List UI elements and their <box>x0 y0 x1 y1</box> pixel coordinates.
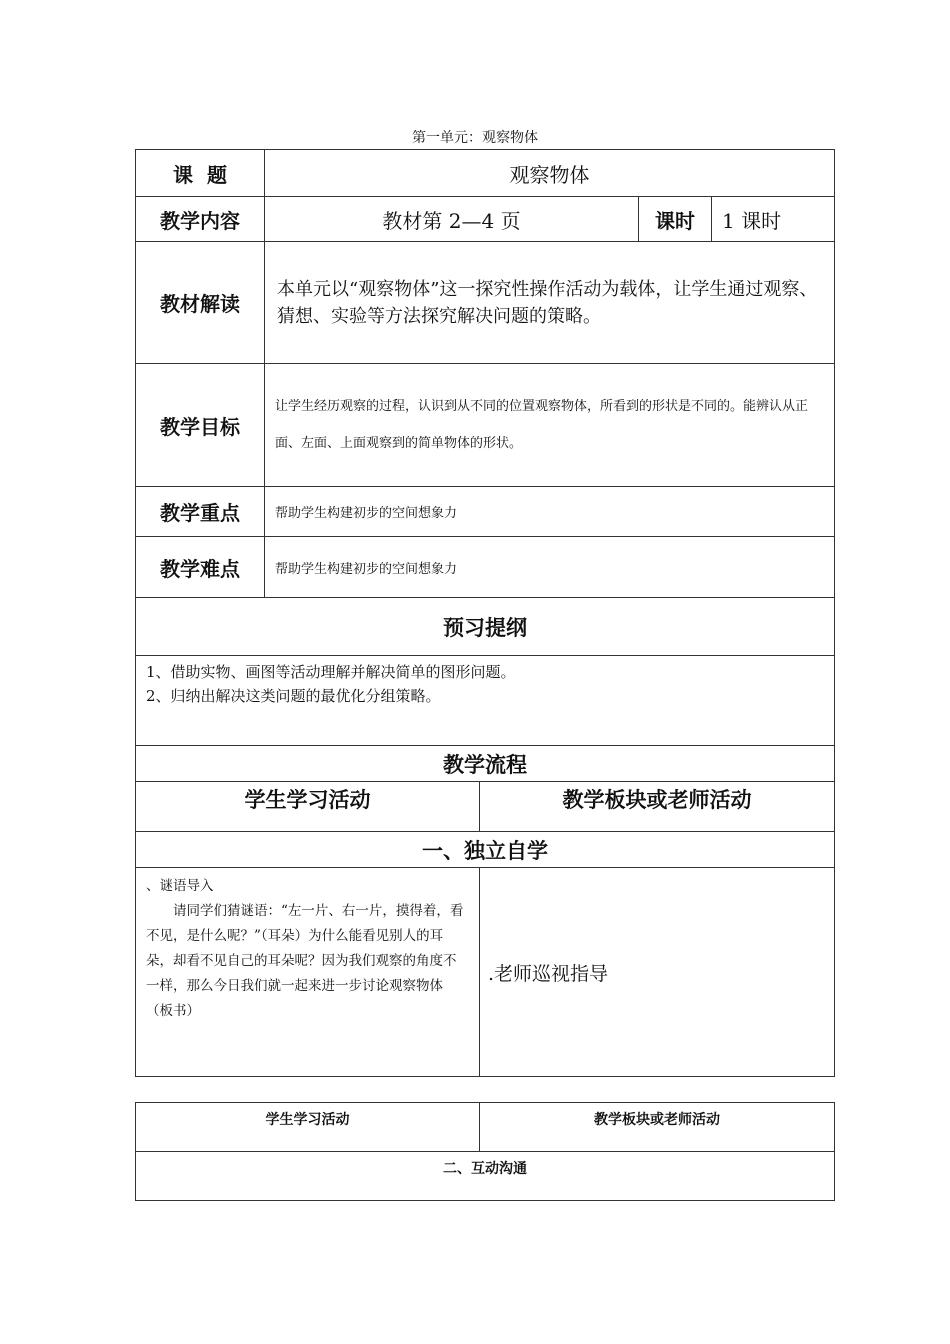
teacher-activity-header-2: 教学板块或老师活动 <box>480 1103 835 1152</box>
difficulty-label: 教学难点 <box>136 537 265 598</box>
interaction-table <box>135 1102 835 1201</box>
goal-value: 让学生经历观察的过程，认识到从不同的位置观察物体，所看到的形状是不同的。能辨认从正面、左面、上面观察到的简单物体的形状。 <box>265 364 835 487</box>
hours-value: 1 课时 <box>712 197 835 242</box>
flow-heading: 教学流程 <box>136 746 835 782</box>
topic-label: 课 题 <box>136 150 265 197</box>
goal-label: 教学目标 <box>136 364 265 487</box>
difficulty-value: 帮助学生构建初步的空间想象力 <box>265 537 835 598</box>
section-independent-study: 一、独立自学 <box>136 832 835 868</box>
riddle-text: 请同学们猜谜语：“左一片、右一片，摸得着，看不见，是什么呢？”（耳朵）为什么能看见别人的耳朵，却看不见自己的耳朵呢？因为我们观察的角度不一样，那么今日我们就一起来进一步讨论观察物体（板书） <box>146 903 464 1019</box>
key-point-value: 帮助学生构建初步的空间想象力 <box>265 487 835 537</box>
section-interaction: 二、互动沟通 <box>136 1152 835 1201</box>
preview-item: 1、借助实物、画图等活动理解并解决简单的图形问题。 <box>146 663 516 681</box>
hours-label: 课时 <box>639 197 712 242</box>
key-point-label: 教学重点 <box>136 487 265 537</box>
unit-title: 第一单元：观察物体 <box>412 130 538 146</box>
student-activity-header-2: 学生学习活动 <box>136 1103 480 1152</box>
riddle-title: 、谜语导入 <box>146 878 214 894</box>
preview-list <box>136 656 835 746</box>
topic-value: 观察物体 <box>265 150 835 197</box>
lesson-plan-table <box>135 149 835 1077</box>
preview-item: 2、归纳出解决这类问题的最优化分组策略。 <box>146 687 441 705</box>
teacher-activity-header: 教学板块或老师活动 <box>480 782 835 832</box>
content-value: 教材第 2—4 页 <box>265 197 639 242</box>
preview-heading: 预习提纲 <box>136 598 835 656</box>
student-activity-header: 学生学习活动 <box>136 782 480 832</box>
student-activity-cell <box>136 868 480 1077</box>
reading-value: 本单元以“观察物体”这一探究性操作活动为载体，让学生通过观察、猜想、实验等方法探究解决问题的策略。 <box>265 242 835 364</box>
reading-label: 教材解读 <box>136 242 265 364</box>
teacher-activity-cell: .老师巡视指导 <box>480 868 835 1077</box>
content-label: 教学内容 <box>136 197 265 242</box>
